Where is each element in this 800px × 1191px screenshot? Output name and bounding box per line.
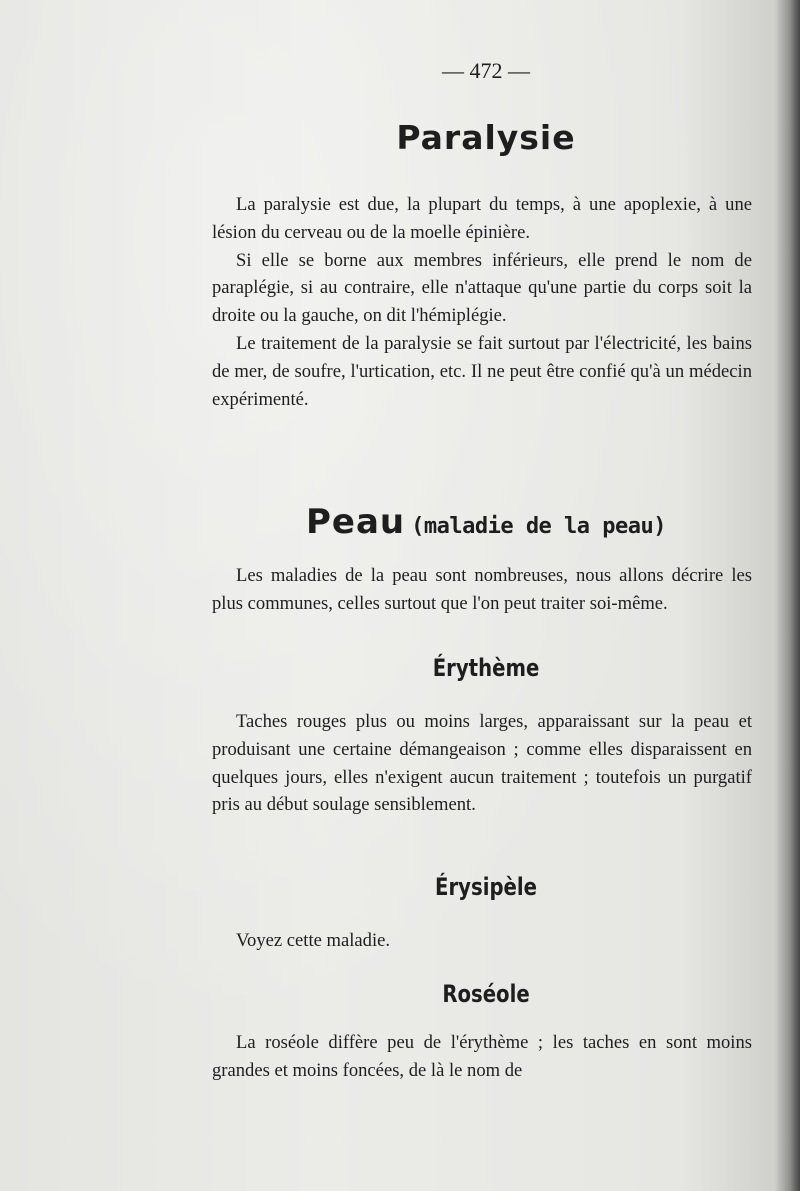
- heading-erysipele: Érysipèle: [435, 873, 537, 901]
- heading-erytheme: Érythème: [432, 654, 540, 682]
- page-number: — 472 —: [442, 58, 530, 83]
- paragraph: Le traitement de la paralysie se fait surtout par l'électricité, les bains de mer, de soufre, l'urtication, etc. Il ne peut être confié qu'à un médecin expérimenté.: [212, 332, 752, 410]
- paralysie-text: [212, 191, 752, 413]
- erytheme-text: [212, 708, 752, 819]
- paragraph: Voyez cette maladie.: [236, 930, 391, 951]
- paragraph: Si elle se borne aux membres inférieurs, elle prend le nom de paraplégie, si au contraire, elle n'attaque qu'une partie du corps soit la droite ou la gauche, on dit l'hémiplégie.: [212, 249, 752, 327]
- paragraph: La paralysie est due, la plupart du temps, à une apoplexie, à une lésion du cerveau ou de la moelle épinière.: [212, 194, 752, 243]
- roseole-text: [212, 1029, 752, 1085]
- heading-roseole: Roséole: [442, 980, 530, 1008]
- paragraph: La roséole diffère peu de l'érythème ; les taches en sont moins grandes et moins foncées, de là le nom de: [212, 1032, 752, 1081]
- erysipele-text: [212, 927, 752, 955]
- peau-text: [212, 562, 752, 618]
- heading-peau-title: Peau: [305, 502, 406, 542]
- heading-peau-subtitle: (maladie de la peau): [411, 514, 667, 539]
- spine-shadow: [774, 0, 800, 1191]
- heading-paralysie: Paralysie: [396, 118, 576, 157]
- heading-peau: [0, 502, 800, 542]
- paragraph: Taches rouges plus ou moins larges, apparaissant sur la peau et produisant une certaine démangeaison ; comme elles disparaissent en quelques jours, elles n'exigent aucun traitement ; toutefois un purgatif pris au début soulage sensiblement.: [212, 711, 752, 816]
- paragraph: Les maladies de la peau sont nombreuses, nous allons décrire les plus communes, celles surtout que l'on peut traiter soi-même.: [212, 565, 752, 614]
